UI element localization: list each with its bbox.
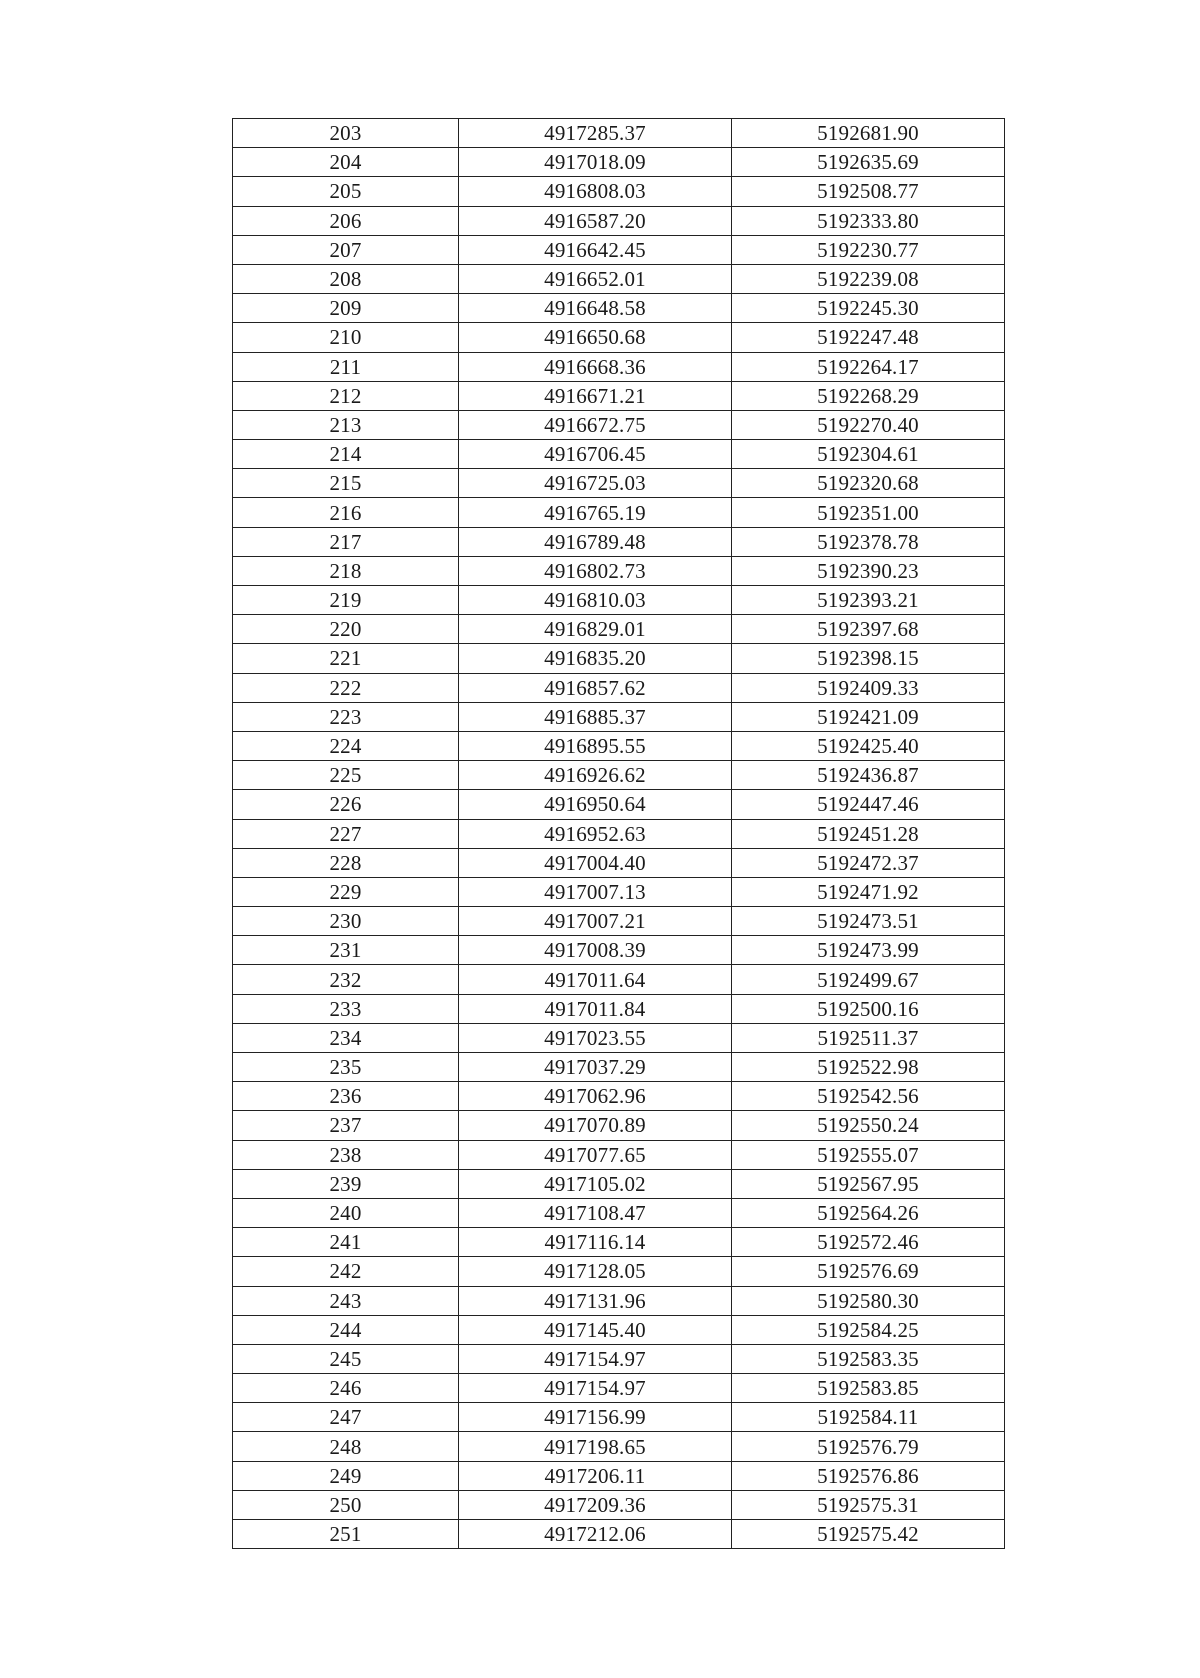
point-number-cell: 240 xyxy=(233,1198,459,1227)
table-row xyxy=(233,1257,1005,1286)
x-coordinate-cell: 4916789.48 xyxy=(459,527,732,556)
x-coordinate-cell: 4916642.45 xyxy=(459,235,732,264)
y-coordinate-cell: 5192580.30 xyxy=(732,1286,1005,1315)
point-number-cell: 218 xyxy=(233,556,459,585)
y-coordinate-cell: 5192635.69 xyxy=(732,148,1005,177)
table-row xyxy=(233,1461,1005,1490)
table-row xyxy=(233,1315,1005,1344)
point-number-cell: 205 xyxy=(233,177,459,206)
y-coordinate-cell: 5192576.69 xyxy=(732,1257,1005,1286)
y-coordinate-cell: 5192421.09 xyxy=(732,702,1005,731)
x-coordinate-cell: 4916885.37 xyxy=(459,702,732,731)
x-coordinate-cell: 4917062.96 xyxy=(459,1082,732,1111)
x-coordinate-cell: 4917212.06 xyxy=(459,1520,732,1549)
point-number-cell: 236 xyxy=(233,1082,459,1111)
table-row xyxy=(233,936,1005,965)
y-coordinate-cell: 5192451.28 xyxy=(732,819,1005,848)
y-coordinate-cell: 5192397.68 xyxy=(732,615,1005,644)
point-number-cell: 241 xyxy=(233,1228,459,1257)
y-coordinate-cell: 5192508.77 xyxy=(732,177,1005,206)
x-coordinate-cell: 4916926.62 xyxy=(459,761,732,790)
y-coordinate-cell: 5192268.29 xyxy=(732,381,1005,410)
x-coordinate-cell: 4916725.03 xyxy=(459,469,732,498)
table-row xyxy=(233,440,1005,469)
table-row xyxy=(233,206,1005,235)
table-row xyxy=(233,790,1005,819)
table-row xyxy=(233,1432,1005,1461)
x-coordinate-cell: 4916808.03 xyxy=(459,177,732,206)
point-number-cell: 221 xyxy=(233,644,459,673)
point-number-cell: 207 xyxy=(233,235,459,264)
point-number-cell: 239 xyxy=(233,1169,459,1198)
x-coordinate-cell: 4916652.01 xyxy=(459,264,732,293)
table-row xyxy=(233,994,1005,1023)
x-coordinate-cell: 4916648.58 xyxy=(459,294,732,323)
x-coordinate-cell: 4917156.99 xyxy=(459,1403,732,1432)
table-row xyxy=(233,819,1005,848)
y-coordinate-cell: 5192500.16 xyxy=(732,994,1005,1023)
table-row xyxy=(233,877,1005,906)
y-coordinate-cell: 5192564.26 xyxy=(732,1198,1005,1227)
y-coordinate-cell: 5192555.07 xyxy=(732,1140,1005,1169)
x-coordinate-cell: 4916802.73 xyxy=(459,556,732,585)
y-coordinate-cell: 5192239.08 xyxy=(732,264,1005,293)
x-coordinate-cell: 4916765.19 xyxy=(459,498,732,527)
table-row xyxy=(233,352,1005,381)
y-coordinate-cell: 5192264.17 xyxy=(732,352,1005,381)
point-number-cell: 250 xyxy=(233,1490,459,1519)
x-coordinate-cell: 4917004.40 xyxy=(459,848,732,877)
x-coordinate-cell: 4917105.02 xyxy=(459,1169,732,1198)
x-coordinate-cell: 4916950.64 xyxy=(459,790,732,819)
y-coordinate-cell: 5192247.48 xyxy=(732,323,1005,352)
point-number-cell: 251 xyxy=(233,1520,459,1549)
y-coordinate-cell: 5192522.98 xyxy=(732,1053,1005,1082)
point-number-cell: 213 xyxy=(233,410,459,439)
point-number-cell: 248 xyxy=(233,1432,459,1461)
x-coordinate-cell: 4916706.45 xyxy=(459,440,732,469)
x-coordinate-cell: 4916895.55 xyxy=(459,731,732,760)
point-number-cell: 206 xyxy=(233,206,459,235)
x-coordinate-cell: 4917108.47 xyxy=(459,1198,732,1227)
table-row xyxy=(233,177,1005,206)
table-row xyxy=(233,1520,1005,1549)
x-coordinate-cell: 4916672.75 xyxy=(459,410,732,439)
y-coordinate-cell: 5192499.67 xyxy=(732,965,1005,994)
coordinates-table xyxy=(232,118,1005,1549)
point-number-cell: 212 xyxy=(233,381,459,410)
table-row xyxy=(233,1140,1005,1169)
y-coordinate-cell: 5192472.37 xyxy=(732,848,1005,877)
y-coordinate-cell: 5192320.68 xyxy=(732,469,1005,498)
point-number-cell: 226 xyxy=(233,790,459,819)
x-coordinate-cell: 4917011.84 xyxy=(459,994,732,1023)
x-coordinate-cell: 4917037.29 xyxy=(459,1053,732,1082)
y-coordinate-cell: 5192473.99 xyxy=(732,936,1005,965)
x-coordinate-cell: 4917011.64 xyxy=(459,965,732,994)
table-row xyxy=(233,410,1005,439)
point-number-cell: 230 xyxy=(233,907,459,936)
point-number-cell: 227 xyxy=(233,819,459,848)
point-number-cell: 219 xyxy=(233,586,459,615)
x-coordinate-cell: 4917154.97 xyxy=(459,1344,732,1373)
table-row xyxy=(233,1023,1005,1052)
x-coordinate-cell: 4917285.37 xyxy=(459,119,732,148)
x-coordinate-cell: 4916835.20 xyxy=(459,644,732,673)
table-row xyxy=(233,1198,1005,1227)
table-row xyxy=(233,1169,1005,1198)
point-number-cell: 228 xyxy=(233,848,459,877)
y-coordinate-cell: 5192511.37 xyxy=(732,1023,1005,1052)
table-row xyxy=(233,1053,1005,1082)
x-coordinate-cell: 4917018.09 xyxy=(459,148,732,177)
x-coordinate-cell: 4917154.97 xyxy=(459,1374,732,1403)
y-coordinate-cell: 5192304.61 xyxy=(732,440,1005,469)
point-number-cell: 229 xyxy=(233,877,459,906)
point-number-cell: 220 xyxy=(233,615,459,644)
point-number-cell: 231 xyxy=(233,936,459,965)
table-row xyxy=(233,1111,1005,1140)
table-row xyxy=(233,761,1005,790)
table-row xyxy=(233,702,1005,731)
x-coordinate-cell: 4917206.11 xyxy=(459,1461,732,1490)
table-row xyxy=(233,264,1005,293)
x-coordinate-cell: 4917070.89 xyxy=(459,1111,732,1140)
y-coordinate-cell: 5192572.46 xyxy=(732,1228,1005,1257)
table-row xyxy=(233,235,1005,264)
point-number-cell: 208 xyxy=(233,264,459,293)
x-coordinate-cell: 4916952.63 xyxy=(459,819,732,848)
y-coordinate-cell: 5192583.85 xyxy=(732,1374,1005,1403)
y-coordinate-cell: 5192471.92 xyxy=(732,877,1005,906)
y-coordinate-cell: 5192230.77 xyxy=(732,235,1005,264)
point-number-cell: 233 xyxy=(233,994,459,1023)
x-coordinate-cell: 4917198.65 xyxy=(459,1432,732,1461)
y-coordinate-cell: 5192550.24 xyxy=(732,1111,1005,1140)
point-number-cell: 224 xyxy=(233,731,459,760)
point-number-cell: 232 xyxy=(233,965,459,994)
table-row xyxy=(233,1490,1005,1519)
table-row xyxy=(233,556,1005,585)
y-coordinate-cell: 5192567.95 xyxy=(732,1169,1005,1198)
point-number-cell: 214 xyxy=(233,440,459,469)
point-number-cell: 238 xyxy=(233,1140,459,1169)
point-number-cell: 215 xyxy=(233,469,459,498)
x-coordinate-cell: 4917131.96 xyxy=(459,1286,732,1315)
x-coordinate-cell: 4916587.20 xyxy=(459,206,732,235)
point-number-cell: 249 xyxy=(233,1461,459,1490)
x-coordinate-cell: 4916829.01 xyxy=(459,615,732,644)
x-coordinate-cell: 4917008.39 xyxy=(459,936,732,965)
x-coordinate-cell: 4917128.05 xyxy=(459,1257,732,1286)
y-coordinate-cell: 5192473.51 xyxy=(732,907,1005,936)
point-number-cell: 209 xyxy=(233,294,459,323)
point-number-cell: 244 xyxy=(233,1315,459,1344)
point-number-cell: 242 xyxy=(233,1257,459,1286)
point-number-cell: 247 xyxy=(233,1403,459,1432)
point-number-cell: 243 xyxy=(233,1286,459,1315)
y-coordinate-cell: 5192542.56 xyxy=(732,1082,1005,1111)
y-coordinate-cell: 5192270.40 xyxy=(732,410,1005,439)
x-coordinate-cell: 4916668.36 xyxy=(459,352,732,381)
x-coordinate-cell: 4916671.21 xyxy=(459,381,732,410)
y-coordinate-cell: 5192378.78 xyxy=(732,527,1005,556)
x-coordinate-cell: 4917007.13 xyxy=(459,877,732,906)
y-coordinate-cell: 5192576.79 xyxy=(732,1432,1005,1461)
table-row xyxy=(233,644,1005,673)
x-coordinate-cell: 4916810.03 xyxy=(459,586,732,615)
point-number-cell: 204 xyxy=(233,148,459,177)
y-coordinate-cell: 5192393.21 xyxy=(732,586,1005,615)
point-number-cell: 211 xyxy=(233,352,459,381)
x-coordinate-cell: 4917209.36 xyxy=(459,1490,732,1519)
point-number-cell: 210 xyxy=(233,323,459,352)
x-coordinate-cell: 4917116.14 xyxy=(459,1228,732,1257)
point-number-cell: 246 xyxy=(233,1374,459,1403)
y-coordinate-cell: 5192575.31 xyxy=(732,1490,1005,1519)
table-row xyxy=(233,294,1005,323)
table-row xyxy=(233,848,1005,877)
y-coordinate-cell: 5192436.87 xyxy=(732,761,1005,790)
y-coordinate-cell: 5192333.80 xyxy=(732,206,1005,235)
table-row xyxy=(233,965,1005,994)
x-coordinate-cell: 4917077.65 xyxy=(459,1140,732,1169)
table-row xyxy=(233,586,1005,615)
y-coordinate-cell: 5192583.35 xyxy=(732,1344,1005,1373)
y-coordinate-cell: 5192584.25 xyxy=(732,1315,1005,1344)
table-row xyxy=(233,381,1005,410)
table-row xyxy=(233,323,1005,352)
table-row xyxy=(233,615,1005,644)
table-row xyxy=(233,119,1005,148)
x-coordinate-cell: 4917023.55 xyxy=(459,1023,732,1052)
y-coordinate-cell: 5192447.46 xyxy=(732,790,1005,819)
table-row xyxy=(233,673,1005,702)
x-coordinate-cell: 4917007.21 xyxy=(459,907,732,936)
y-coordinate-cell: 5192351.00 xyxy=(732,498,1005,527)
table-row xyxy=(233,1374,1005,1403)
coordinates-table-body xyxy=(233,119,1005,1549)
point-number-cell: 222 xyxy=(233,673,459,702)
table-row xyxy=(233,527,1005,556)
y-coordinate-cell: 5192390.23 xyxy=(732,556,1005,585)
table-row xyxy=(233,731,1005,760)
point-number-cell: 245 xyxy=(233,1344,459,1373)
table-row xyxy=(233,1228,1005,1257)
point-number-cell: 217 xyxy=(233,527,459,556)
table-row xyxy=(233,1344,1005,1373)
y-coordinate-cell: 5192584.11 xyxy=(732,1403,1005,1432)
table-row xyxy=(233,1286,1005,1315)
point-number-cell: 225 xyxy=(233,761,459,790)
y-coordinate-cell: 5192245.30 xyxy=(732,294,1005,323)
y-coordinate-cell: 5192398.15 xyxy=(732,644,1005,673)
y-coordinate-cell: 5192425.40 xyxy=(732,731,1005,760)
table-row xyxy=(233,148,1005,177)
point-number-cell: 237 xyxy=(233,1111,459,1140)
y-coordinate-cell: 5192409.33 xyxy=(732,673,1005,702)
table-row xyxy=(233,1403,1005,1432)
point-number-cell: 203 xyxy=(233,119,459,148)
point-number-cell: 234 xyxy=(233,1023,459,1052)
table-row xyxy=(233,907,1005,936)
x-coordinate-cell: 4917145.40 xyxy=(459,1315,732,1344)
y-coordinate-cell: 5192681.90 xyxy=(732,119,1005,148)
x-coordinate-cell: 4916650.68 xyxy=(459,323,732,352)
point-number-cell: 216 xyxy=(233,498,459,527)
y-coordinate-cell: 5192576.86 xyxy=(732,1461,1005,1490)
point-number-cell: 223 xyxy=(233,702,459,731)
y-coordinate-cell: 5192575.42 xyxy=(732,1520,1005,1549)
table-row xyxy=(233,498,1005,527)
table-row xyxy=(233,1082,1005,1111)
table-row xyxy=(233,469,1005,498)
point-number-cell: 235 xyxy=(233,1053,459,1082)
x-coordinate-cell: 4916857.62 xyxy=(459,673,732,702)
